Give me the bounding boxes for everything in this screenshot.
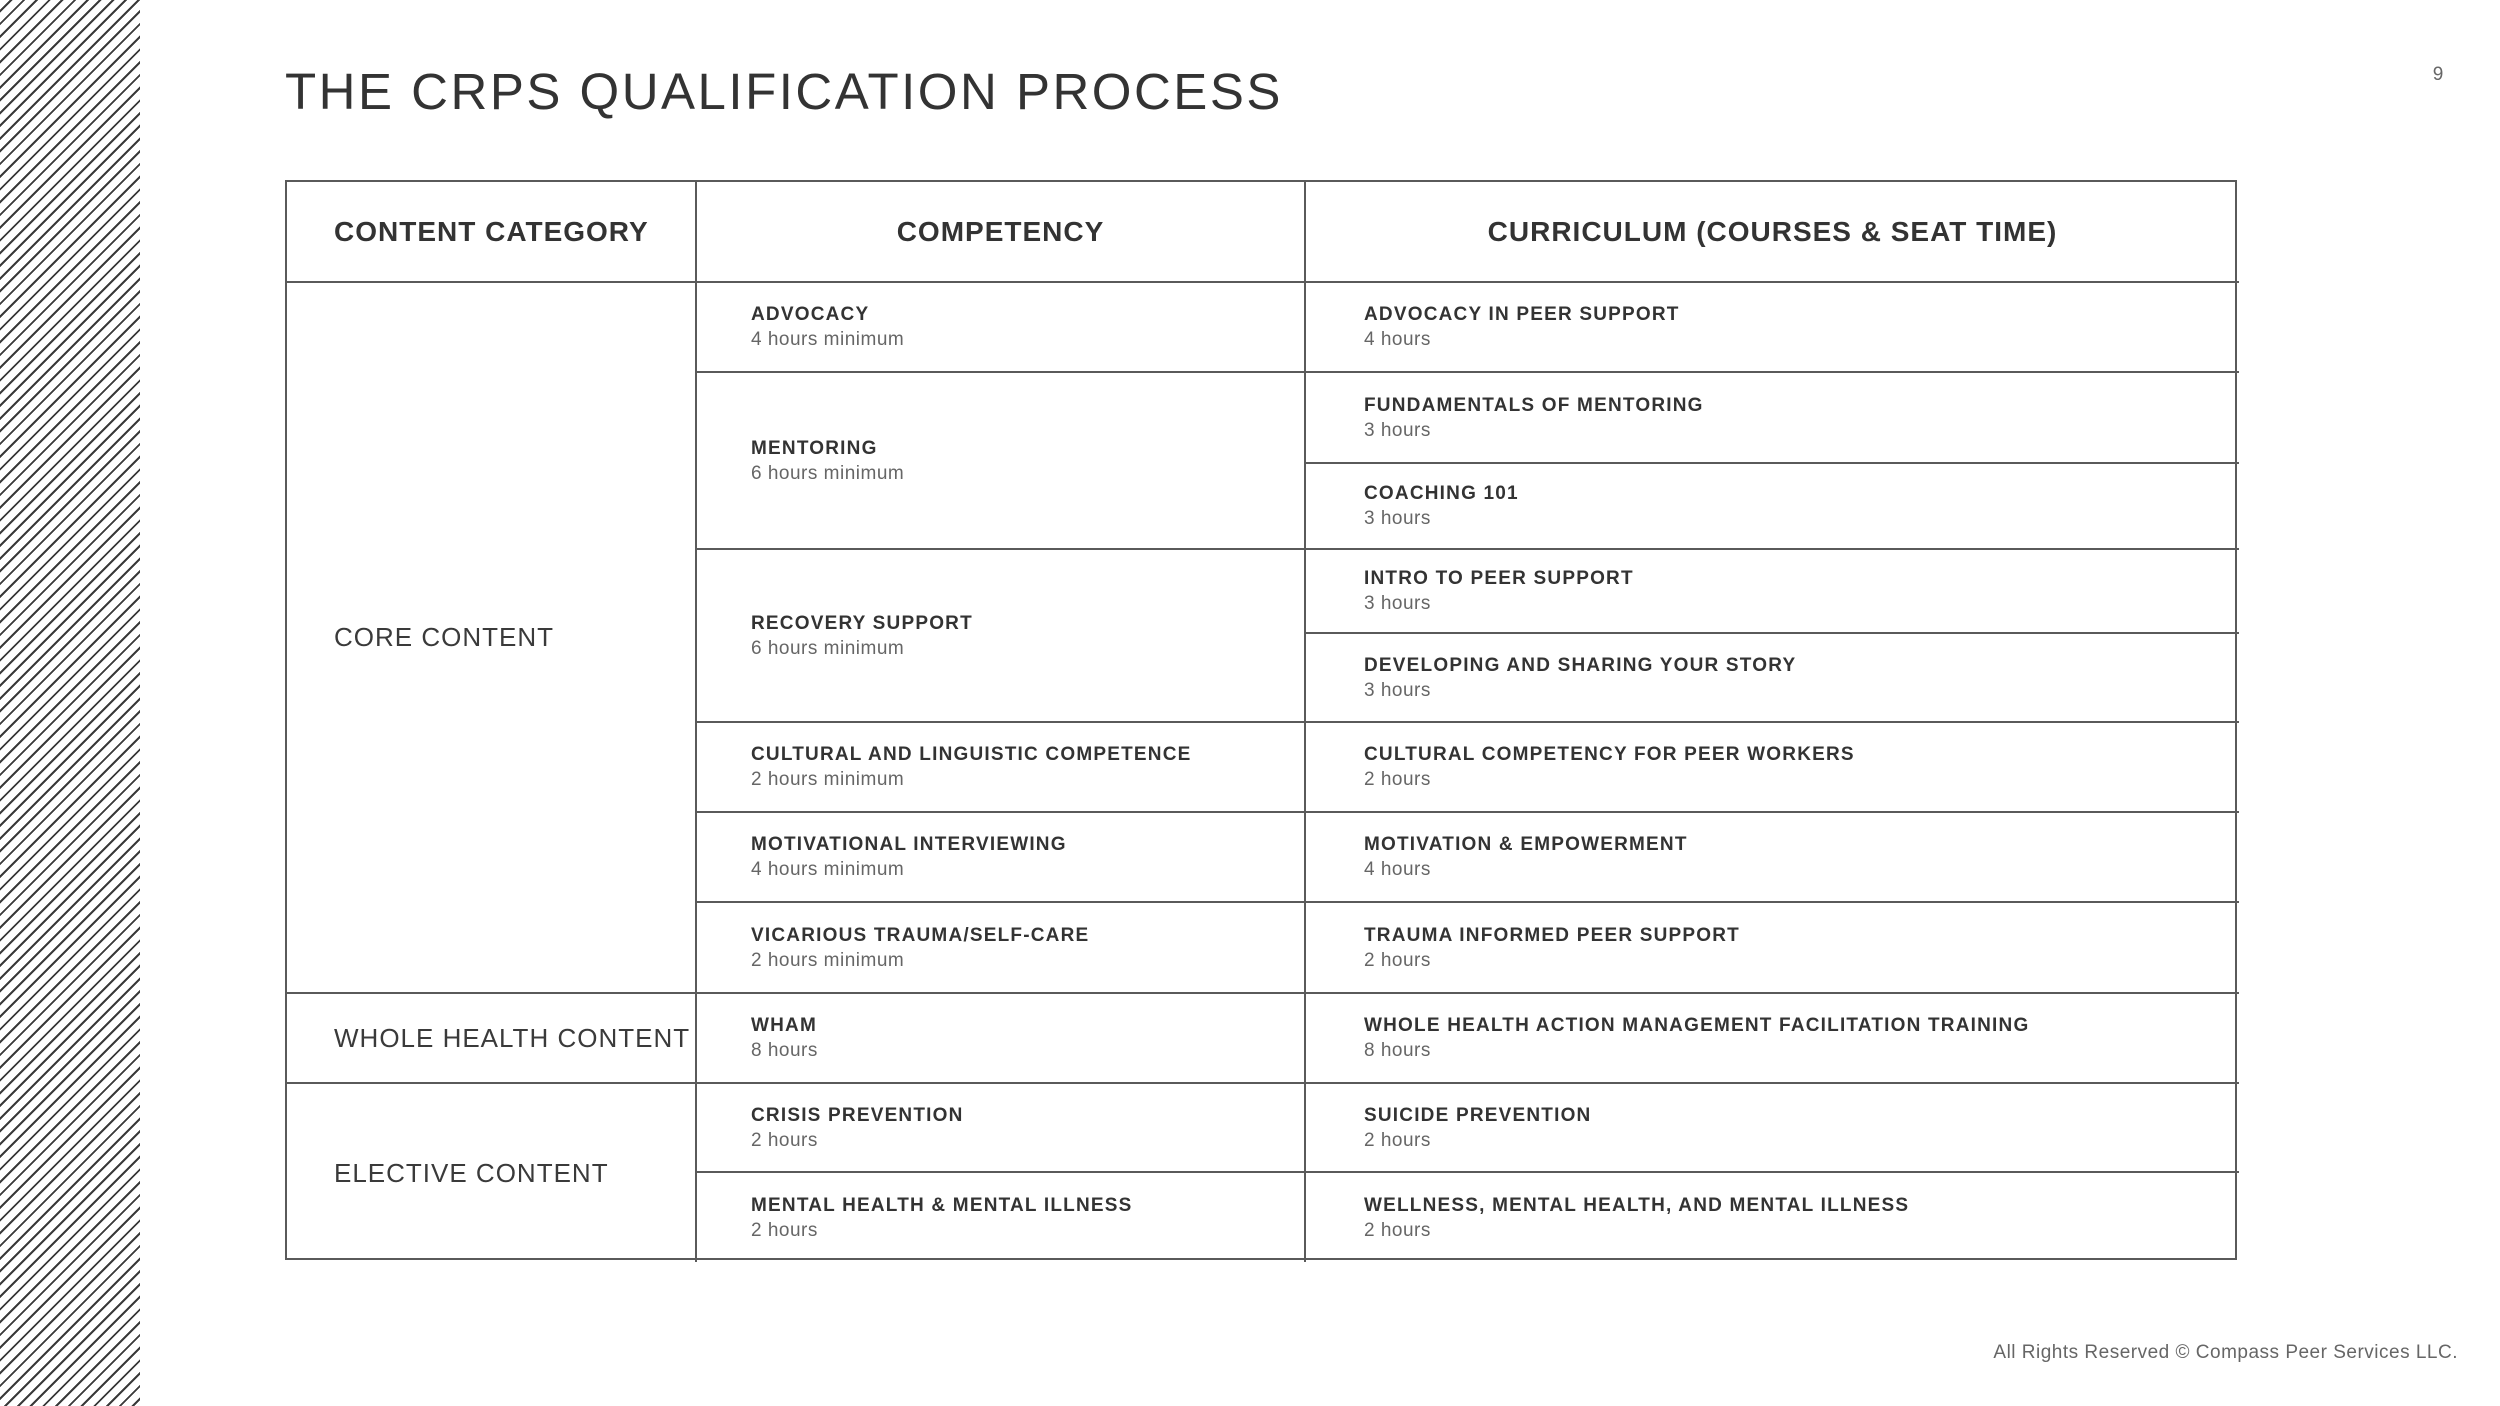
- course-name: COACHING 101: [1364, 483, 1519, 504]
- course-cell: [1306, 550, 2239, 634]
- header-competency: COMPETENCY: [697, 182, 1306, 283]
- category-core-content: CORE CONTENT: [287, 283, 697, 994]
- course-cell: [1306, 283, 2239, 373]
- competency-name: RECOVERY SUPPORT: [751, 612, 973, 634]
- course-hours: 2 hours: [1364, 1129, 1431, 1151]
- category-elective-content: ELECTIVE CONTENT: [287, 1084, 697, 1262]
- page-title: THE CRPS QUALIFICATION PROCESS: [285, 63, 1283, 120]
- page-number: 9: [2432, 64, 2444, 85]
- competency-hours: 4 hours minimum: [751, 329, 905, 350]
- competency-cell: [697, 994, 1306, 1084]
- competency-cell: [697, 283, 1306, 373]
- competency-cell: [697, 723, 1306, 813]
- copyright-footer: All Rights Reserved © Compass Peer Services LLC.: [1993, 1342, 2458, 1363]
- course-name: SUICIDE PREVENTION: [1364, 1104, 1592, 1126]
- competency-name: CULTURAL AND LINGUISTIC COMPETENCE: [751, 744, 1192, 765]
- course-cell: [1306, 994, 2239, 1084]
- category-whole-health-content: WHOLE HEALTH CONTENT: [287, 994, 697, 1084]
- competency-name: MENTAL HEALTH & MENTAL ILLNESS: [751, 1194, 1133, 1216]
- competency-name: MENTORING: [751, 437, 878, 459]
- course-name: WHOLE HEALTH ACTION MANAGEMENT FACILITATION TRAINING: [1364, 1015, 2030, 1036]
- course-hours: 3 hours: [1364, 679, 1431, 701]
- course-hours: 3 hours: [1364, 508, 1431, 529]
- header-content-category: CONTENT CATEGORY: [287, 182, 697, 283]
- competency-name: CRISIS PREVENTION: [751, 1104, 964, 1126]
- qualification-table: [285, 180, 2237, 1260]
- course-name: WELLNESS, MENTAL HEALTH, AND MENTAL ILLNESS: [1364, 1194, 1910, 1216]
- competency-hours: 2 hours: [751, 1219, 818, 1241]
- course-hours: 4 hours: [1364, 859, 1431, 880]
- competency-cell: [697, 813, 1306, 903]
- course-hours: 2 hours: [1364, 769, 1431, 790]
- competency-name: MOTIVATIONAL INTERVIEWING: [751, 834, 1067, 855]
- competency-name: ADVOCACY: [751, 304, 870, 325]
- course-cell: [1306, 1084, 2239, 1173]
- course-name: TRAUMA INFORMED PEER SUPPORT: [1364, 924, 1740, 946]
- course-cell: [1306, 723, 2239, 813]
- competency-hours: 4 hours minimum: [751, 859, 905, 880]
- course-cell: [1306, 1173, 2239, 1262]
- course-hours: 3 hours: [1364, 593, 1431, 614]
- course-name: MOTIVATION & EMPOWERMENT: [1364, 834, 1688, 855]
- competency-cell: [697, 550, 1306, 723]
- course-name: CULTURAL COMPETENCY FOR PEER WORKERS: [1364, 744, 1855, 765]
- course-cell: [1306, 634, 2239, 723]
- competency-hours: 6 hours minimum: [751, 462, 905, 484]
- course-hours: 8 hours: [1364, 1040, 1431, 1061]
- course-hours: 3 hours: [1364, 419, 1431, 441]
- header-curriculum: CURRICULUM (COURSES & SEAT TIME): [1306, 182, 2239, 283]
- diagonal-stripe-decoration: [0, 0, 140, 1406]
- competency-cell: [697, 373, 1306, 550]
- competency-hours: 2 hours minimum: [751, 769, 905, 790]
- competency-name: VICARIOUS TRAUMA/SELF-CARE: [751, 924, 1090, 946]
- course-hours: 2 hours: [1364, 949, 1431, 971]
- competency-hours: 2 hours: [751, 1129, 818, 1151]
- course-cell: [1306, 464, 2239, 550]
- competency-cell: [697, 1173, 1306, 1262]
- course-cell: [1306, 903, 2239, 994]
- course-name: ADVOCACY IN PEER SUPPORT: [1364, 304, 1680, 325]
- competency-name: WHAM: [751, 1015, 818, 1036]
- competency-cell: [697, 1084, 1306, 1173]
- course-hours: 4 hours: [1364, 329, 1431, 350]
- course-name: DEVELOPING AND SHARING YOUR STORY: [1364, 654, 1797, 676]
- course-hours: 2 hours: [1364, 1219, 1431, 1241]
- competency-hours: 8 hours: [751, 1040, 818, 1061]
- course-cell: [1306, 813, 2239, 903]
- competency-hours: 2 hours minimum: [751, 949, 905, 971]
- competency-hours: 6 hours minimum: [751, 637, 905, 659]
- competency-cell: [697, 903, 1306, 994]
- course-name: FUNDAMENTALS OF MENTORING: [1364, 394, 1704, 416]
- course-name: INTRO TO PEER SUPPORT: [1364, 568, 1634, 589]
- course-cell: [1306, 373, 2239, 464]
